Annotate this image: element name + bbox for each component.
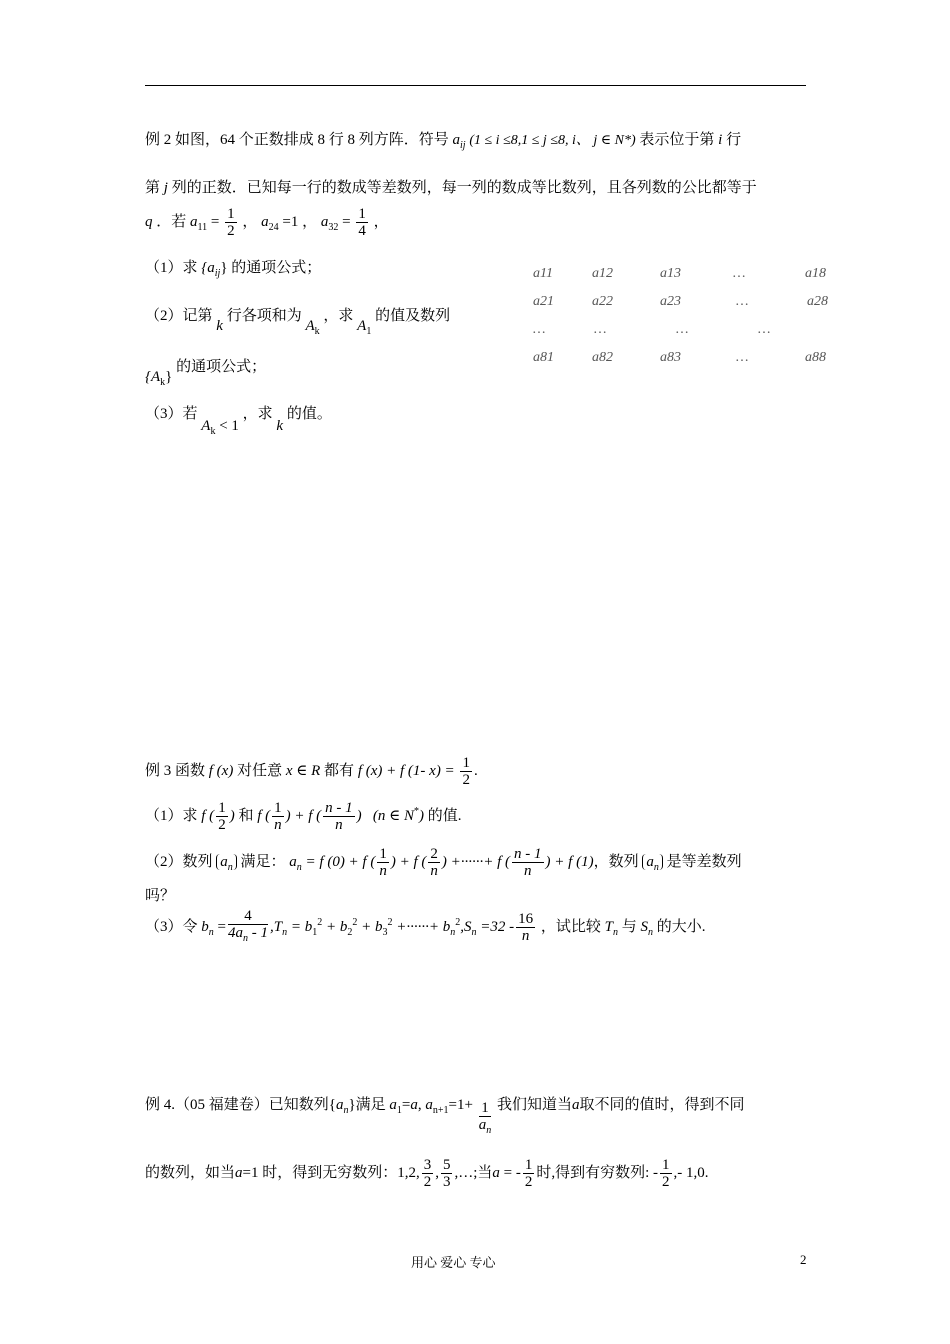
ex4-line1: 例 4.（05 福建卷）已知数列$\{a_n\}$满足 $a_1=a$, $a_{n+1}=1+$ $\frac{1}{a_n}$ 我们知道当a取不同的值时，得到不同: [145, 1093, 744, 1139]
matrix-entry: a13: [660, 266, 681, 281]
ex3-line1: 例 3 函数 f (x) 对任意 x ∈ R 都有 f (x) + f (1- x) = $\frac{1}{2}$ .: [145, 755, 478, 788]
matrix-entry: a18: [805, 266, 826, 281]
matrix-ellipsis: …: [594, 322, 607, 337]
fraction-one-half: $\frac{1}{2}$: [462, 755, 470, 788]
ex2-question2-line1: （2）记第 k 行各项和为 $A_k$ ，求 $A_1$ 的值及数列: [145, 308, 451, 337]
matrix-ellipsis: …: [676, 322, 689, 337]
ex2-line2: 第 j 列的正数．已知每一行的数成等差数列，每一列的数成等比数列，且各列数的公比都等于: [145, 180, 757, 196]
matrix-entry: a11: [533, 266, 553, 281]
matrix-entry: a22: [592, 294, 613, 309]
matrix-entry: a81: [533, 350, 554, 365]
matrix-entry: a83: [660, 350, 681, 365]
matrix-figure: [530, 266, 830, 376]
fraction-one-quarter: $\frac{1}{4}$: [358, 206, 366, 239]
ex4-line2: 的数列，如当a=1 时，得到无穷数列：1,2, $\frac{3}{2}$ , $\frac{5}{3}$ ,…;当a = - $\frac{1}{2}$ 时,得到有穷数列: - $\frac{1}{2}$ ,- 1,0.: [145, 1157, 709, 1190]
ex2-question1: （1）求 $\{a_{ij}\}$ 的通项公式；: [145, 260, 322, 279]
matrix-entry: a88: [805, 350, 826, 365]
ex2-line1: 例 2 如图，64 个正数排成 8 行 8 列方阵．符号 $a_{ij}$ (1 ≤ i ≤8,1 ≤ j ≤8, i、 j ∈ N*) 表示位于第 i 行: [145, 132, 742, 151]
header-rule: [145, 85, 806, 86]
ex2-line3: q ．若 $a_{11}$ = $\frac{1}{2}$ ， $a_{24} =1$ ， $a_{32}$ = $\frac{1}{4}$ ，: [145, 206, 389, 239]
matrix-entry: a12: [592, 266, 613, 281]
ex3-question1: （1）求 f ( $\frac{1}{2}$ ) 和 f ( $\frac{1}{n}$ ) + f ( $\frac{n - 1}{n}$ ) (n ∈ N*) 的值.: [145, 800, 462, 833]
fraction-one-over-an: $\frac{1}{a_n}$: [478, 1100, 492, 1136]
matrix-ellipsis: …: [533, 322, 546, 337]
matrix-ellipsis: …: [758, 322, 771, 337]
fraction-one-half: $\frac{1}{2}$: [227, 206, 235, 239]
matrix-ellipsis: …: [736, 350, 749, 365]
page-number: 2: [800, 1252, 807, 1267]
matrix-entry: a82: [592, 350, 613, 365]
ex3-question3: （3）令 $b_n$ = $\frac{4}{4a_n - 1}$ $,T_n = b_1^2 + b_2^2 + b_3^2$ +······+ $b_n^2,S_n =32$ - $\frac{16}{n}$ ，试比较 $T_n$ 与 $S_n$ 的大小.: [145, 908, 706, 944]
footer-motto: 用心 爱心 专心: [411, 1255, 496, 1270]
matrix-entry: a23: [660, 294, 681, 309]
ex3-question2-line2: 吗？: [145, 888, 176, 904]
matrix-entry: a21: [533, 294, 554, 309]
ex3-question2-line1: （2）数列 $a_n$ 满足： $a_n = f$ (0) + f ( $\frac{1}{n}$ ) + f ( $\frac{2}{n}$ ) +······+ f ( $\frac{n - 1}{n}$ ) + f (1)，数列 $a_n$ 是等差数列: [145, 846, 742, 879]
matrix-entry: a28: [807, 294, 828, 309]
ex2-question2-line2: $\{A_k\}$ 的通项公式；: [145, 359, 267, 388]
matrix-ellipsis: …: [736, 294, 749, 309]
matrix-ellipsis: …: [733, 266, 746, 281]
ex2-question3: （3）若 $A_k < 1$ ，求 k 的值。: [145, 406, 332, 437]
